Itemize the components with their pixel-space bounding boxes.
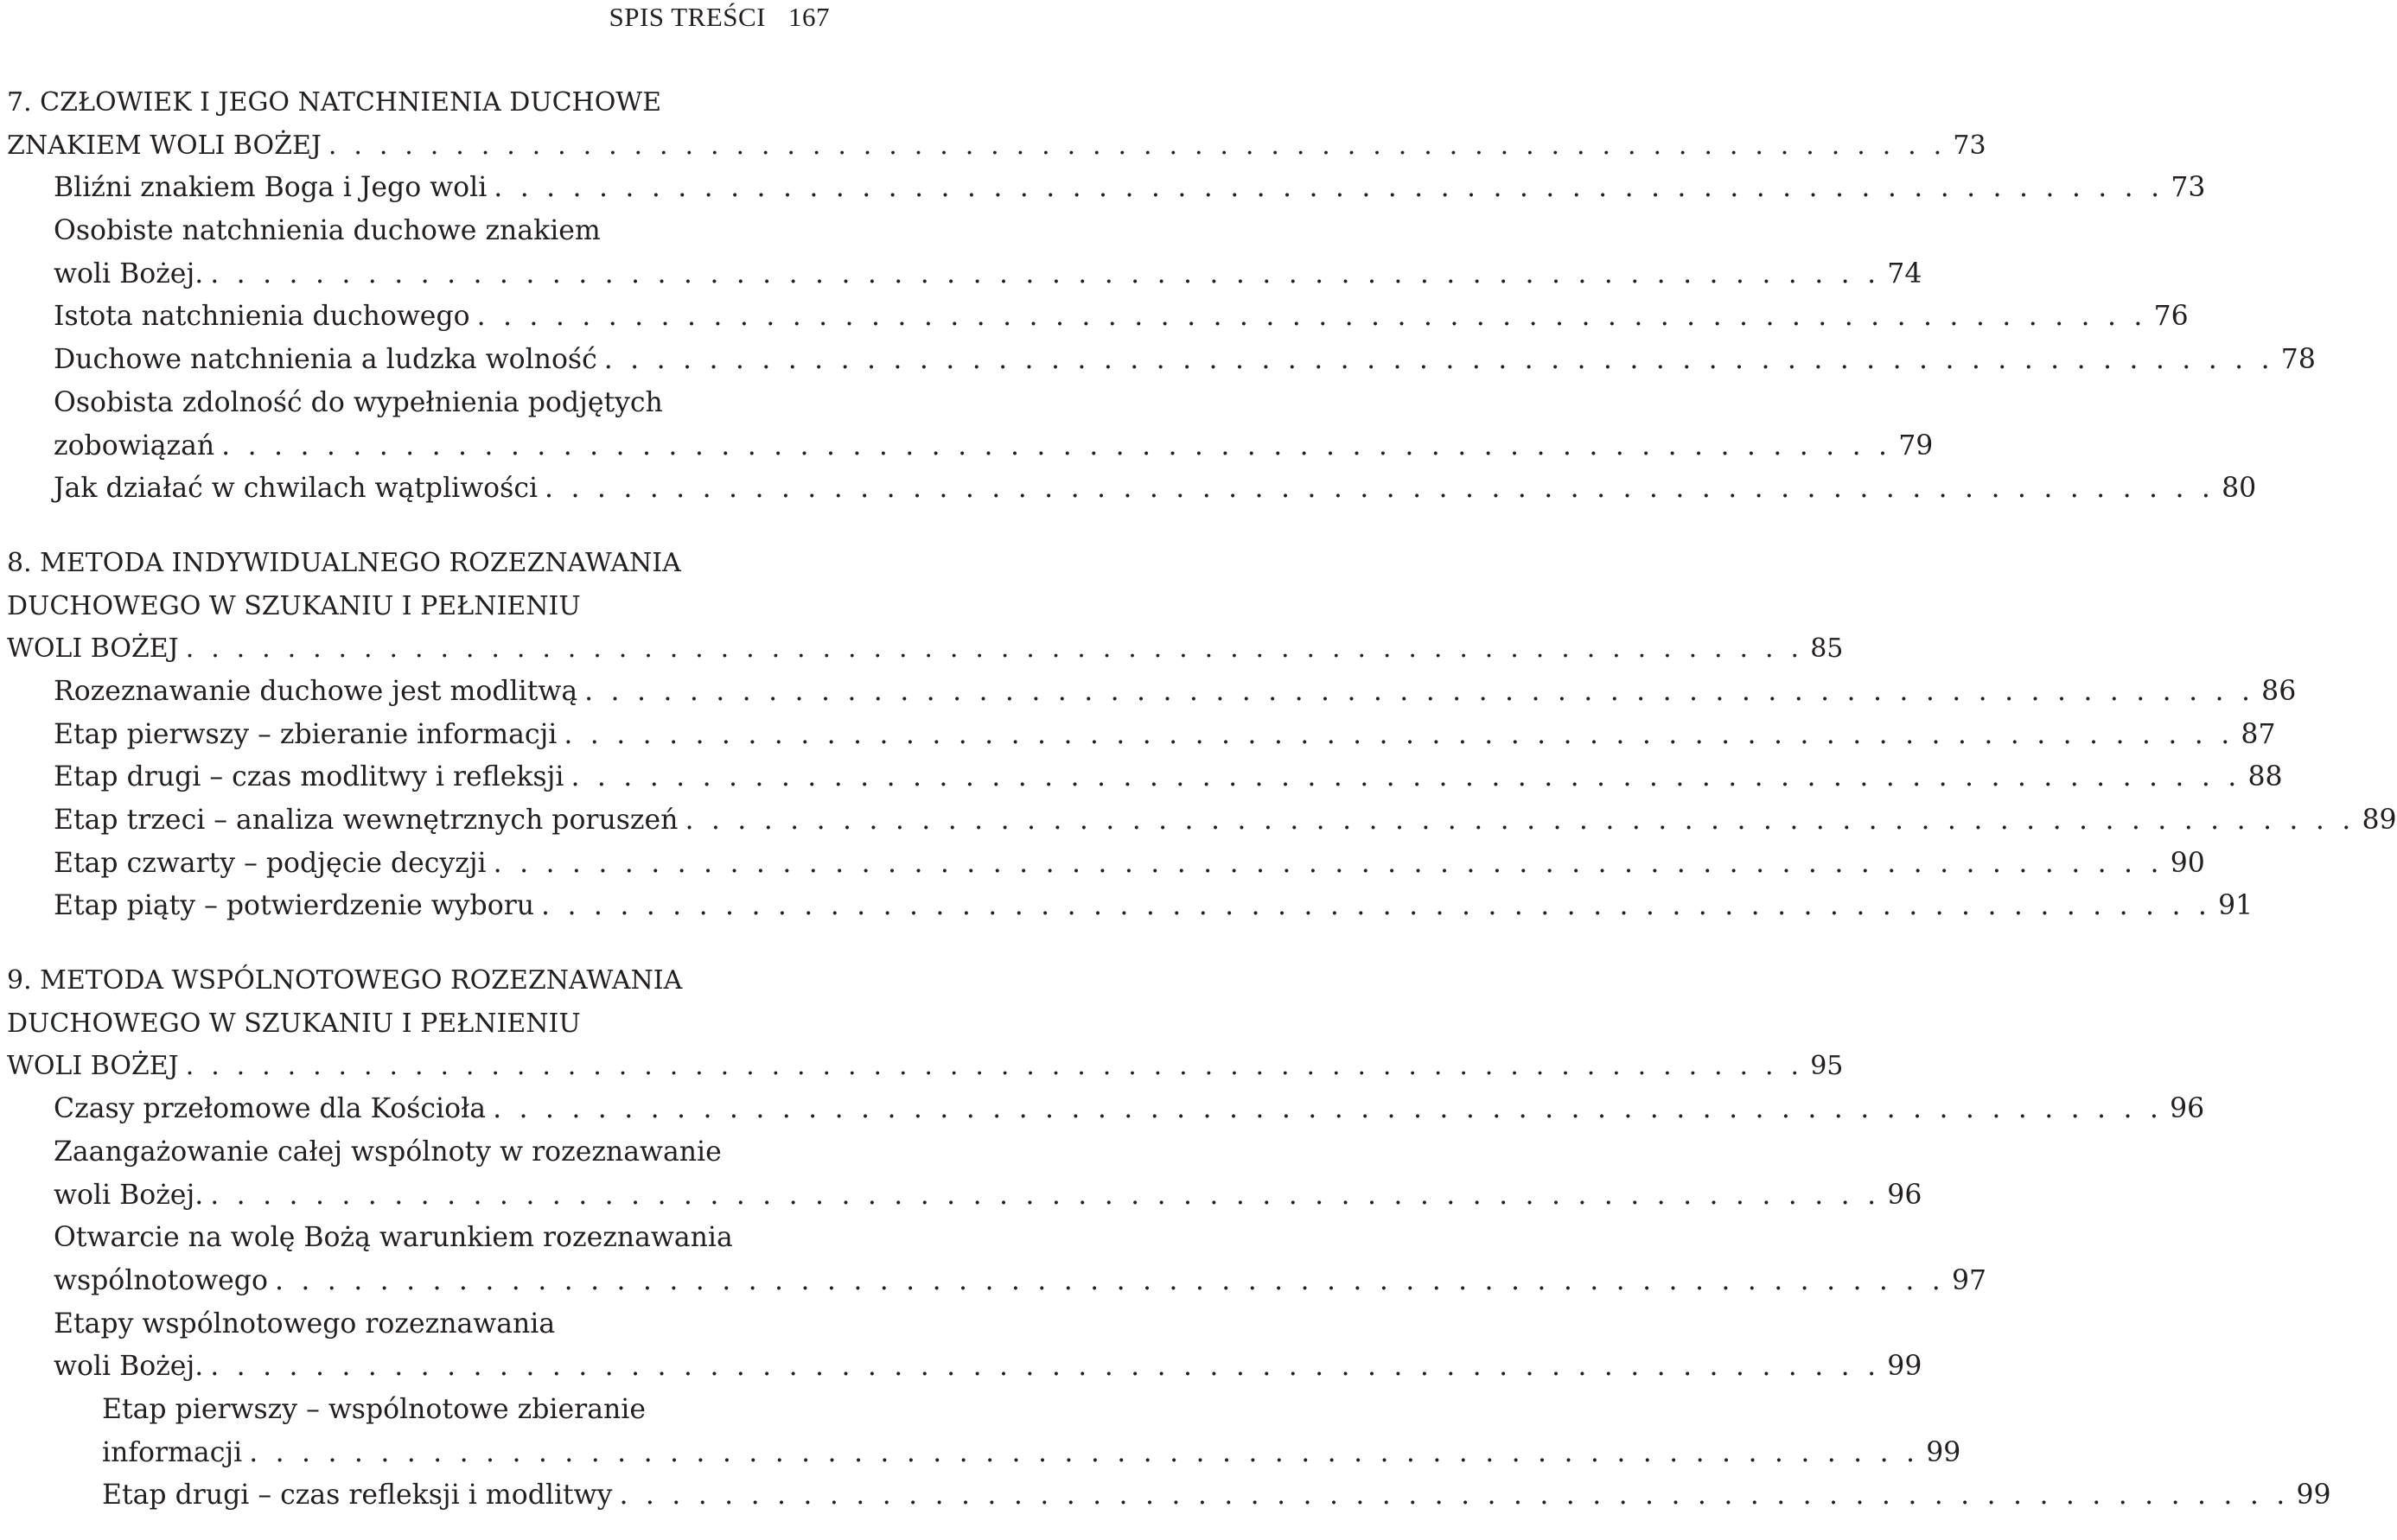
entry-text: Duchowe natchnienia a ludzka wolność — [54, 344, 597, 376]
entry-text: woli Bożej. — [54, 1351, 204, 1383]
page-number: 87 — [2241, 718, 2276, 750]
leader-dots: . . . . . . . . . . . . . . . . . . . . . . . . . . . . . . . . . . . . . . . . . . . . . . . . . . . . . . . . . . . . . . . . — [249, 1436, 1920, 1468]
leader-dots: . . . . . . . . . . . . . . . . . . . . . . . . . . . . . . . . . . . . . . . . . . . . . . . . . . . . . . . . . . . . . . . . — [545, 473, 2215, 505]
running-head — [609, 2, 830, 40]
toc-entry[interactable] — [7, 843, 2205, 886]
entry-text: Rozeznawanie duchowe jest modlitwą — [54, 675, 578, 707]
page-number: 96 — [1887, 1179, 1922, 1211]
leader-dots: . . . . . . . . . . . . . . . . . . . . . . . . . . . . . . . . . . . . . . . . . . . . . . . . . . . . . . . . . . . . . . . . — [619, 1480, 2290, 1511]
page-number: 99 — [1887, 1351, 1922, 1383]
page-number: 99 — [1926, 1436, 1961, 1468]
entry-text: Bliźni znakiem Boga i Jego woli — [54, 172, 488, 204]
toc-subentry[interactable] — [7, 1474, 2331, 1518]
page-number: 76 — [2153, 301, 2189, 333]
page-number: 88 — [2247, 761, 2283, 793]
entry-text: Etap czwarty – podjęcie decyzji — [54, 847, 487, 879]
toc-entry[interactable] — [7, 167, 2206, 210]
entry-text: wspólnotowego — [54, 1264, 268, 1296]
entry-text: zobowiązań — [54, 430, 215, 461]
leader-dots: . . . . . . . . . . . . . . . . . . . . . . . . . . . . . . . . . . . . . . . . . . . . . . . . . . . . . . . . . . . . . . . . — [476, 301, 2147, 333]
chapter-9-title-line-3[interactable] — [7, 1045, 1844, 1088]
leader-dots: . . . . . . . . . . . . . . . . . . . . . . . . . . . . . . . . . . . . . . . . . . . . . . . . . . . . . . . . . . . . . . . . — [685, 805, 2356, 836]
chapter-8-title-text: WOLI BOŻEJ — [7, 633, 179, 665]
entry-text: Etap drugi – czas modlitwy i refleksji — [54, 761, 564, 793]
toc-entry[interactable] — [7, 296, 2189, 339]
leader-dots: . . . . . . . . . . . . . . . . . . . . . . . . . . . . . . . . . . . . . . . . . . . . . . . . . . . . . . . . . . . . . . . . — [221, 430, 1892, 461]
entry-text-line-1: Zaangażowanie całej wspólnoty w rozeznawanie — [54, 1136, 722, 1168]
leader-dots: . . . . . . . . . . . . . . . . . . . . . . . . . . . . . . . . . . . . . . . . . . . . . . . . . . . . . . . . . . . . . . . . — [328, 130, 1947, 161]
leader-dots: . . . . . . . . . . . . . . . . . . . . . . . . . . . . . . . . . . . . . . . . . . . . . . . . . . . . . . . . . . . . . . . . — [274, 1264, 1945, 1296]
page-number: 79 — [1898, 430, 1934, 461]
section-gap — [7, 511, 826, 542]
section-gap — [7, 928, 826, 959]
entry-text-line-1: Osobista zdolność do wypełnienia podjętych — [54, 386, 663, 418]
chapter-8-title-line-1: 8. METODA INDYWIDUALNEGO ROZEZNAWANIA — [7, 547, 681, 578]
subentry-text-line-1: Etap pierwszy – wspólnotowe zbieranie — [102, 1393, 646, 1425]
toc-entry[interactable] — [7, 1346, 1922, 1389]
subentry-text: informacji — [102, 1436, 243, 1468]
page-number: 73 — [1953, 130, 1986, 161]
leader-dots: . . . . . . . . . . . . . . . . . . . . . . . . . . . . . . . . . . . . . . . . . . . . . . . . . . . . . . . . . . . . . . . . — [564, 718, 2234, 750]
chapter-8-title-line-2: DUCHOWEGO W SZUKANIU I PEŁNIENIU — [7, 590, 581, 621]
running-head-title: SPIS TREŚCI — [609, 2, 766, 32]
entry-text: Jak działać w chwilach wątpliwości — [54, 473, 539, 505]
chapter-7-title-line-2[interactable] — [7, 124, 1986, 168]
chapter-9-title-line-2: DUCHOWEGO W SZUKANIU I PEŁNIENIU — [7, 1008, 581, 1039]
leader-dots: . . . . . . . . . . . . . . . . . . . . . . . . . . . . . . . . . . . . . . . . . . . . . . . . . . . . . . . . . . . . . . . . — [541, 890, 2212, 922]
page-number: 73 — [2171, 172, 2206, 204]
toc-entry[interactable] — [7, 1174, 1922, 1218]
toc-entry[interactable] — [7, 1088, 2205, 1131]
running-head-page-number: 167 — [788, 2, 830, 32]
entry-text: woli Bożej. — [54, 258, 204, 290]
page-number: 85 — [1810, 633, 1844, 665]
entry-text: Czasy przełomowe dla Kościoła — [54, 1093, 487, 1125]
entry-text: Etap piąty – potwierdzenie wyboru — [54, 890, 535, 922]
leader-dots: . . . . . . . . . . . . . . . . . . . . . . . . . . . . . . . . . . . . . . . . . . . . . . . . . . . . . . . . . . . . . . . . — [571, 761, 2241, 793]
toc-entry[interactable] — [7, 253, 1922, 296]
leader-dots: . . . . . . . . . . . . . . . . . . . . . . . . . . . . . . . . . . . . . . . . . . . . . . . . . . . . . . . . . . . . . . . . — [493, 847, 2164, 879]
page-number: 95 — [1810, 1051, 1844, 1082]
subentry-text: Etap drugi – czas refleksji i modlitwy — [102, 1480, 613, 1511]
toc-entry[interactable] — [7, 671, 2297, 714]
chapter-7-title-text: ZNAKIEM WOLI BOŻEJ — [7, 130, 322, 161]
chapter-9-title-line-1: 9. METODA WSPÓLNOTOWEGO ROZEZNAWANIA — [7, 965, 683, 996]
leader-dots: . . . . . . . . . . . . . . . . . . . . . . . . . . . . . . . . . . . . . . . . . . . . . . . . . . . . . . . . . . . . . . . . — [185, 1051, 1804, 1082]
leader-dots: . . . . . . . . . . . . . . . . . . . . . . . . . . . . . . . . . . . . . . . . . . . . . . . . . . . . . . . . . . . . . . . . — [185, 633, 1804, 665]
entry-text-line-1: Otwarcie na wolę Bożą warunkiem rozeznawania — [54, 1222, 733, 1254]
toc-entry[interactable] — [7, 468, 2257, 511]
page-number: 89 — [2362, 805, 2397, 836]
toc-entry[interactable] — [7, 425, 1934, 468]
entry-text-line-1: Etapy wspólnotowego rozeznawania — [54, 1308, 556, 1340]
leader-dots: . . . . . . . . . . . . . . . . . . . . . . . . . . . . . . . . . . . . . . . . . . . . . . . . . . . . . . . . . . . . . . . . — [210, 1179, 1881, 1211]
leader-dots: . . . . . . . . . . . . . . . . . . . . . . . . . . . . . . . . . . . . . . . . . . . . . . . . . . . . . . . . . . . . . . . . — [210, 258, 1881, 290]
entry-text-line-1: Osobiste natchnienia duchowe znakiem — [54, 215, 601, 247]
page-number: 96 — [2170, 1093, 2205, 1125]
entry-text: woli Bożej. — [54, 1179, 204, 1211]
table-of-contents — [7, 81, 2397, 1518]
leader-dots: . . . . . . . . . . . . . . . . . . . . . . . . . . . . . . . . . . . . . . . . . . . . . . . . . . . . . . . . . . . . . . . . — [584, 675, 2255, 707]
page-number: 78 — [2280, 344, 2316, 376]
entry-text: Etap trzeci – analiza wewnętrznych poruszeń — [54, 805, 679, 836]
leader-dots: . . . . . . . . . . . . . . . . . . . . . . . . . . . . . . . . . . . . . . . . . . . . . . . . . . . . . . . . . . . . . . . . — [493, 1093, 2164, 1125]
toc-subentry[interactable] — [7, 1432, 1961, 1475]
page-number: 74 — [1887, 258, 1922, 290]
chapter-7-title-line-1: 7. CZŁOWIEK I JEGO NATCHNIENIA DUCHOWE — [7, 87, 662, 118]
page-number: 90 — [2170, 847, 2205, 879]
chapter-9-title-text: WOLI BOŻEJ — [7, 1051, 179, 1082]
toc-entry[interactable] — [7, 339, 2316, 382]
page-number: 91 — [2218, 890, 2254, 922]
page-number: 99 — [2296, 1480, 2331, 1511]
entry-text: Istota natchnienia duchowego — [54, 301, 470, 333]
toc-entry[interactable] — [7, 756, 2283, 799]
toc-entry[interactable] — [7, 1260, 1987, 1303]
leader-dots: . . . . . . . . . . . . . . . . . . . . . . . . . . . . . . . . . . . . . . . . . . . . . . . . . . . . . . . . . . . . . . . . — [210, 1351, 1881, 1383]
toc-entry[interactable] — [7, 714, 2276, 757]
toc-entry[interactable] — [7, 799, 2397, 843]
leader-dots: . . . . . . . . . . . . . . . . . . . . . . . . . . . . . . . . . . . . . . . . . . . . . . . . . . . . . . . . . . . . . . . . — [494, 172, 2164, 204]
leader-dots: . . . . . . . . . . . . . . . . . . . . . . . . . . . . . . . . . . . . . . . . . . . . . . . . . . . . . . . . . . . . . . . . — [603, 344, 2274, 376]
page-number: 86 — [2261, 675, 2297, 707]
toc-entry[interactable] — [7, 885, 2254, 928]
chapter-8-title-line-3[interactable] — [7, 627, 1844, 671]
page-number: 80 — [2222, 473, 2257, 505]
page-number: 97 — [1952, 1264, 1987, 1296]
entry-text: Etap pierwszy – zbieranie informacji — [54, 718, 558, 750]
